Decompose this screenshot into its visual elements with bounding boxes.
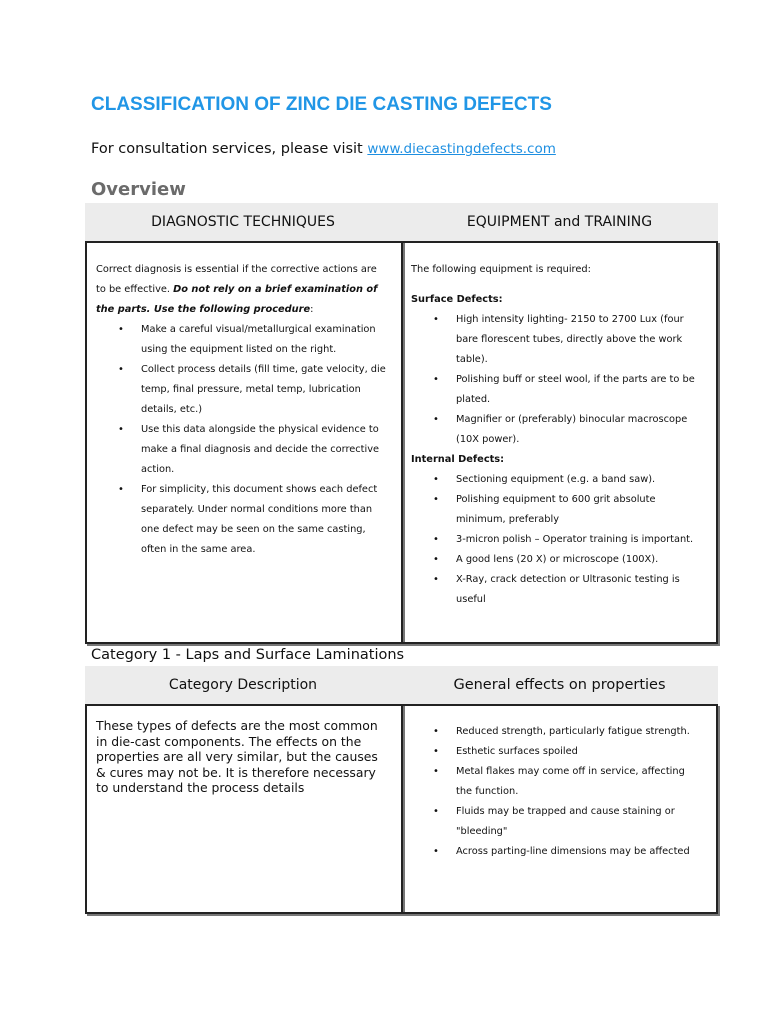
list-item: • X-Ray, crack detection or Ultrasonic testing is useful [411,570,704,610]
list-item: • A good lens (20 X) or microscope (100X). [411,550,704,570]
surface-defects-list [411,310,704,450]
surface-defects-heading: Surface Defects: [411,294,503,305]
consultation-link[interactable]: www.diecastingdefects.com [367,141,556,157]
list-item: • Sectioning equipment (e.g. a band saw). [411,470,704,490]
diagnostic-intro [96,260,389,320]
overview-table [85,241,718,644]
list-item: • For simplicity, this document shows each defect separately. Under normal conditions more than one defect may be seen on the same casting, often in the same area. [96,480,389,560]
diagnostic-techniques-header: DIAGNOSTIC TECHNIQUES [151,214,335,230]
general-effects-list [411,722,702,862]
diagnostic-intro-text: Correct diagnosis is essential if the corrective actions are to be effective. [96,264,377,295]
overview-header-band [85,203,718,241]
document-title: CLASSIFICATION OF ZINC DIE CASTING DEFECTS [91,94,552,115]
diagnostic-intro-emphasis: Do not rely on a brief examination of the parts. Use the following procedure [96,284,378,315]
list-item: • Metal flakes may come off in service, affecting the function. [411,762,702,802]
category-description-box [85,704,403,914]
overview-heading: Overview [91,179,186,200]
category-description-text: These types of defects are the most common in die-cast components. The effects on the properties are all very similar, but the causes & cures may not be. It is therefore necessary to understand the process details [96,718,378,795]
diagnostic-procedure-list [96,320,389,560]
consultation-text: For consultation services, please visit [91,141,363,157]
category-1-heading: Category 1 - Laps and Surface Laminations [91,647,405,663]
list-item: • Across parting-line dimensions may be affected [411,842,702,862]
list-item: • Magnifier or (preferably) binocular macroscope (10X power). [411,410,704,450]
equipment-training-box [401,241,718,644]
list-item: • Use this data alongside the physical evidence to make a final diagnosis and decide the corrective action. [96,420,389,480]
list-item: • Make a careful visual/metallurgical examination using the equipment listed on the right. [96,320,389,360]
category-1-header-band [85,666,718,704]
internal-defects-heading: Internal Defects: [411,454,505,465]
list-item: • Polishing equipment to 600 grit absolute minimum, preferably [411,490,704,530]
diagnostic-techniques-box [85,241,403,644]
list-item: • Esthetic surfaces spoiled [411,742,702,762]
consultation-line [91,141,556,157]
list-item: • Collect process details (fill time, gate velocity, die temp, final pressure, metal temp, lubrication details, etc.) [96,360,389,420]
equipment-intro: The following equipment is required: [411,264,591,275]
list-item: • 3-micron polish – Operator training is important. [411,530,704,550]
list-item: • Polishing buff or steel wool, if the parts are to be plated. [411,370,704,410]
list-item: • Reduced strength, particularly fatigue strength. [411,722,702,742]
diagnostic-intro-colon: : [310,304,314,315]
list-item: • High intensity lighting- 2150 to 2700 Lux (four bare florescent tubes, directly above the work table). [411,310,704,370]
general-effects-header: General effects on properties [453,677,666,693]
category-description-header: Category Description [168,677,318,693]
list-item: • Fluids may be trapped and cause staining or "bleeding" [411,802,702,842]
equipment-training-header: EQUIPMENT and TRAINING [466,214,653,230]
category-1-table [85,704,718,914]
general-effects-box [401,704,718,914]
internal-defects-list [411,470,704,610]
